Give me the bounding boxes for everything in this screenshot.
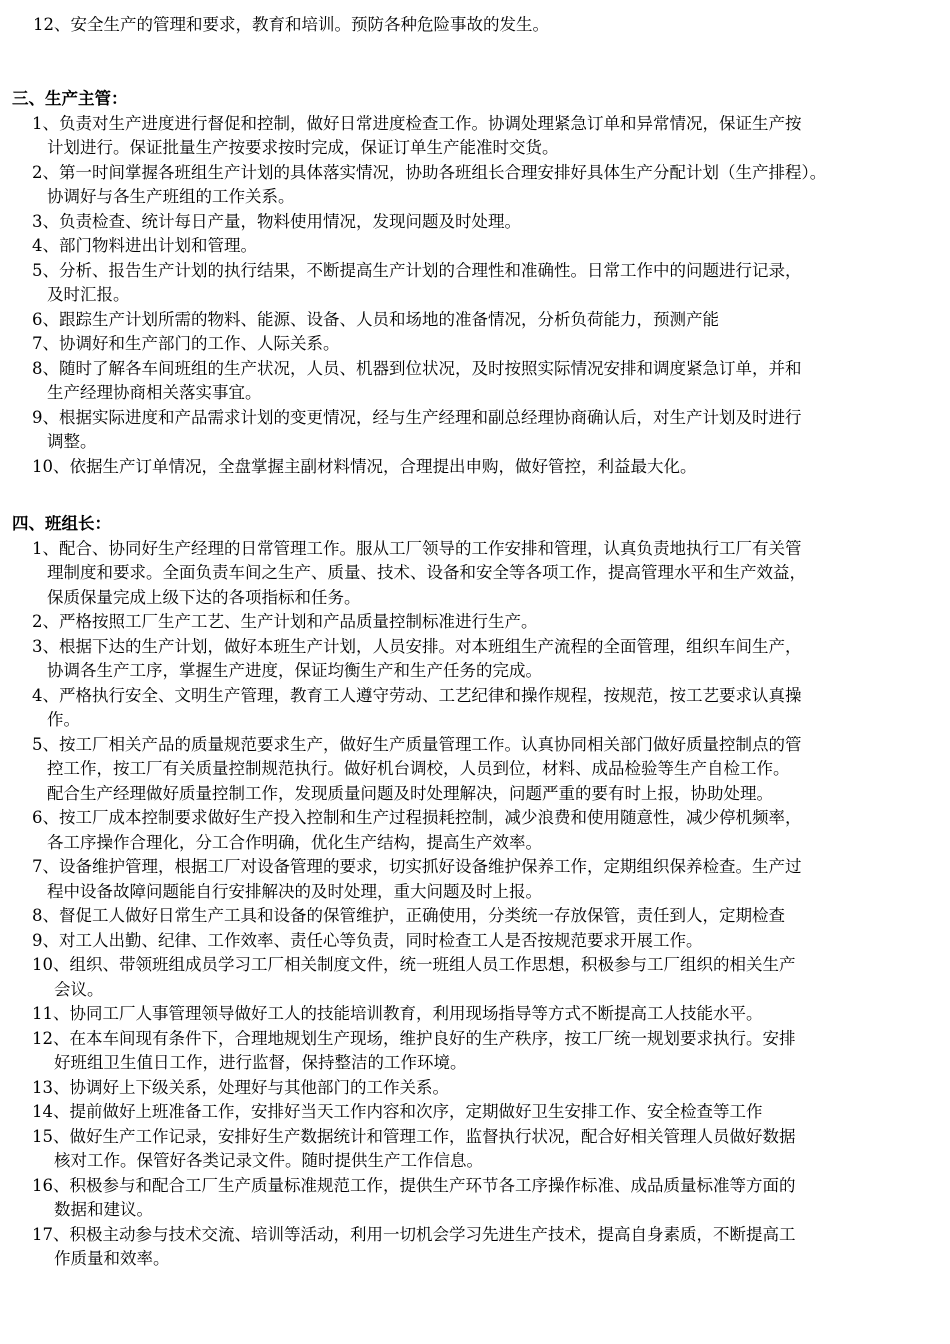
list-item	[12, 684, 932, 733]
duty-list	[12, 112, 932, 480]
list-item	[12, 455, 932, 480]
list-item-line: 7、设备维护管理，根据工厂对设备管理的要求，切实抓好设备维护保养工作，定期组织保养检查。生产过	[32, 857, 802, 876]
list-item-line: 理制度和要求。全面负责车间之生产、质量、技术、设备和安全等各项工作，提高管理水平和生产效益，	[47, 563, 806, 582]
list-item	[12, 953, 932, 1002]
list-item	[12, 610, 932, 635]
list-item-line: 会议。	[54, 979, 104, 999]
list-item-line: 控工作，按工厂有关质量控制规范执行。做好机台调校，人员到位，材料、成品检验等生产自检工作。	[47, 759, 790, 778]
list-item-line: 9、根据实际进度和产品需求计划的变更情况，经与生产经理和副总经理协商确认后，对生产计划及时进行	[32, 407, 802, 427]
list-item-line: 2、第一时间掌握各班组生产计划的具体落实情况，协助各班组长合理安排好具体生产分配计划（生产排程）。	[32, 162, 827, 182]
list-item-line: 8、随时了解各车间班组的生产状况，人员、机器到位状况，及时按照实际情况安排和调度紧急订单，并和	[32, 358, 802, 378]
list-item-top: 12、安全生产的管理和要求，教育和培训。预防各种危险事故的发生。	[33, 15, 549, 34]
list-item-line: 程中设备故障问题能自行安排解决的及时处理，重大问题及时上报。	[47, 881, 542, 901]
list-item	[12, 161, 932, 210]
list-item	[12, 1076, 932, 1101]
list-item	[12, 806, 932, 855]
list-item	[12, 406, 932, 455]
list-item-line: 6、按工厂成本控制要求做好生产投入控制和生产过程损耗控制，减少浪费和使用随意性，减少停机频率，	[32, 808, 802, 827]
list-item	[12, 332, 932, 357]
list-item	[12, 259, 932, 308]
list-item-line: 2、严格按照工厂生产工艺、生产计划和产品质量控制标准进行生产。	[32, 612, 538, 631]
list-item-line: 6、跟踪生产计划所需的物料、能源、设备、人员和场地的准备情况，分析负荷能力，预测产能	[32, 309, 719, 329]
list-item-line: 8、督促工人做好日常生产工具和设备的保管维护，正确使用，分类统一存放保管，责任到人，定期检查	[32, 906, 785, 925]
list-item-line: 11、协同工厂人事管理领导做好工人的技能培训教育，利用现场指导等方式不断提高工人技能水平。	[32, 1004, 763, 1023]
list-item	[12, 112, 932, 161]
list-item	[12, 733, 932, 807]
list-item-line: 1、负责对生产进度进行督促和控制，做好日常进度检查工作。协调处理紧急订单和异常情况，保证生产按	[32, 113, 802, 133]
list-item-line: 生产经理协商相关落实事宜。	[47, 383, 262, 402]
list-item-line: 协调好与各生产班组的工作关系。	[47, 187, 295, 206]
list-item	[12, 308, 932, 333]
list-item	[12, 1125, 932, 1174]
list-item-line: 3、负责检查、统计每日产量，物料使用情况，发现问题及时处理。	[32, 211, 521, 231]
list-item-line: 各工序操作合理化，分工合作明确，优化生产结构，提高生产效率。	[47, 832, 542, 852]
list-item	[12, 1100, 932, 1125]
list-item-line: 10、组织、带领班组成员学习工厂相关制度文件，统一班组人员工作思想，积极参与工厂组织的相关生产	[32, 955, 796, 974]
list-item-line: 5、分析、报告生产计划的执行结果，不断提高生产计划的合理性和准确性。日常工作中的问题进行记录，	[32, 260, 802, 280]
list-item-line: 及时汇报。	[47, 285, 130, 304]
list-item-line: 12、在本车间现有条件下，合理地规划生产现场，维护良好的生产秩序，按工厂统一规划要求执行。安排	[32, 1028, 796, 1048]
list-item-line: 16、积极参与和配合工厂生产质量标准规范工作，提供生产环节各工序操作标准、成品质量标准等方面的	[32, 1175, 796, 1195]
list-item-line: 9、对工人出勤、纪律、工作效率、责任心等负责，同时检查工人是否按规范要求开展工作。	[32, 930, 703, 950]
list-item-line: 3、根据下达的生产计划，做好本班生产计划，人员安排。对本班组生产流程的全面管理，组织车间生产，	[32, 636, 802, 656]
list-item-line: 数据和建议。	[54, 1200, 153, 1219]
list-item-line: 1、配合、协同好生产经理的日常管理工作。服从工厂领导的工作安排和管理，认真负责地执行工厂有关管	[32, 538, 802, 558]
list-item	[12, 1027, 932, 1076]
list-item	[12, 537, 932, 611]
list-item-line: 作。	[47, 710, 80, 729]
list-item-line: 10、依据生产订单情况，全盘掌握主副材料情况，合理提出申购，做好管控，利益最大化。	[32, 456, 697, 476]
list-item-line: 5、按工厂相关产品的质量规范要求生产，做好生产质量管理工作。认真协同相关部门做好质量控制点的管	[32, 734, 802, 754]
list-item-line: 4、严格执行安全、文明生产管理，教育工人遵守劳动、工艺纪律和操作规程，按规范，按工艺要求认真操	[32, 685, 802, 705]
section-team-leader	[12, 512, 932, 1272]
list-item-line: 17、积极主动参与技术交流、培训等活动，利用一切机会学习先进生产技术，提高自身素质，不断提高工	[32, 1224, 796, 1244]
list-item-line: 计划进行。保证批量生产按要求按时完成，保证订单生产能准时交货。	[47, 138, 559, 157]
duty-list	[12, 537, 932, 1272]
list-item	[12, 1002, 932, 1027]
list-item	[12, 635, 932, 684]
list-item-line: 协调各生产工序，掌握生产进度，保证均衡生产和生产任务的完成。	[47, 661, 542, 680]
list-item	[12, 210, 932, 235]
list-item-line: 4、部门物料进出计划和管理。	[32, 236, 257, 255]
list-item-line: 作质量和效率。	[54, 1249, 170, 1268]
list-item-line: 保质保量完成上级下达的各项指标和任务。	[47, 587, 361, 607]
list-item	[12, 1174, 932, 1223]
list-item	[12, 904, 932, 929]
list-item	[12, 1223, 932, 1272]
section-heading: 三、生产主管：	[12, 89, 128, 108]
list-item-line: 配合生产经理做好质量控制工作，发现质量问题及时处理解决，问题严重的要有时上报，协助处理。	[47, 783, 773, 803]
list-item	[12, 234, 932, 259]
list-item-line: 7、协调好和生产部门的工作、人际关系。	[32, 334, 340, 353]
section-heading: 四、班组长：	[12, 514, 111, 533]
list-item	[12, 357, 932, 406]
list-item-line: 15、做好生产工作记录，安排好生产数据统计和管理工作，监督执行状况，配合好相关管理人员做好数据	[32, 1126, 796, 1146]
list-item	[12, 929, 932, 954]
list-item-line: 13、协调好上下级关系，处理好与其他部门的工作关系。	[32, 1077, 449, 1097]
list-item-line: 好班组卫生值日工作，进行监督，保持整洁的工作环境。	[54, 1053, 467, 1072]
list-item	[12, 855, 932, 904]
list-item-line: 14、提前做好上班准备工作，安排好当天工作内容和次序，定期做好卫生安排工作、安全检查等工作	[32, 1102, 763, 1121]
list-item-line: 调整。	[47, 432, 97, 451]
list-item-line: 核对工作。保管好各类记录文件。随时提供生产工作信息。	[54, 1151, 483, 1170]
section-production-supervisor	[12, 87, 932, 479]
